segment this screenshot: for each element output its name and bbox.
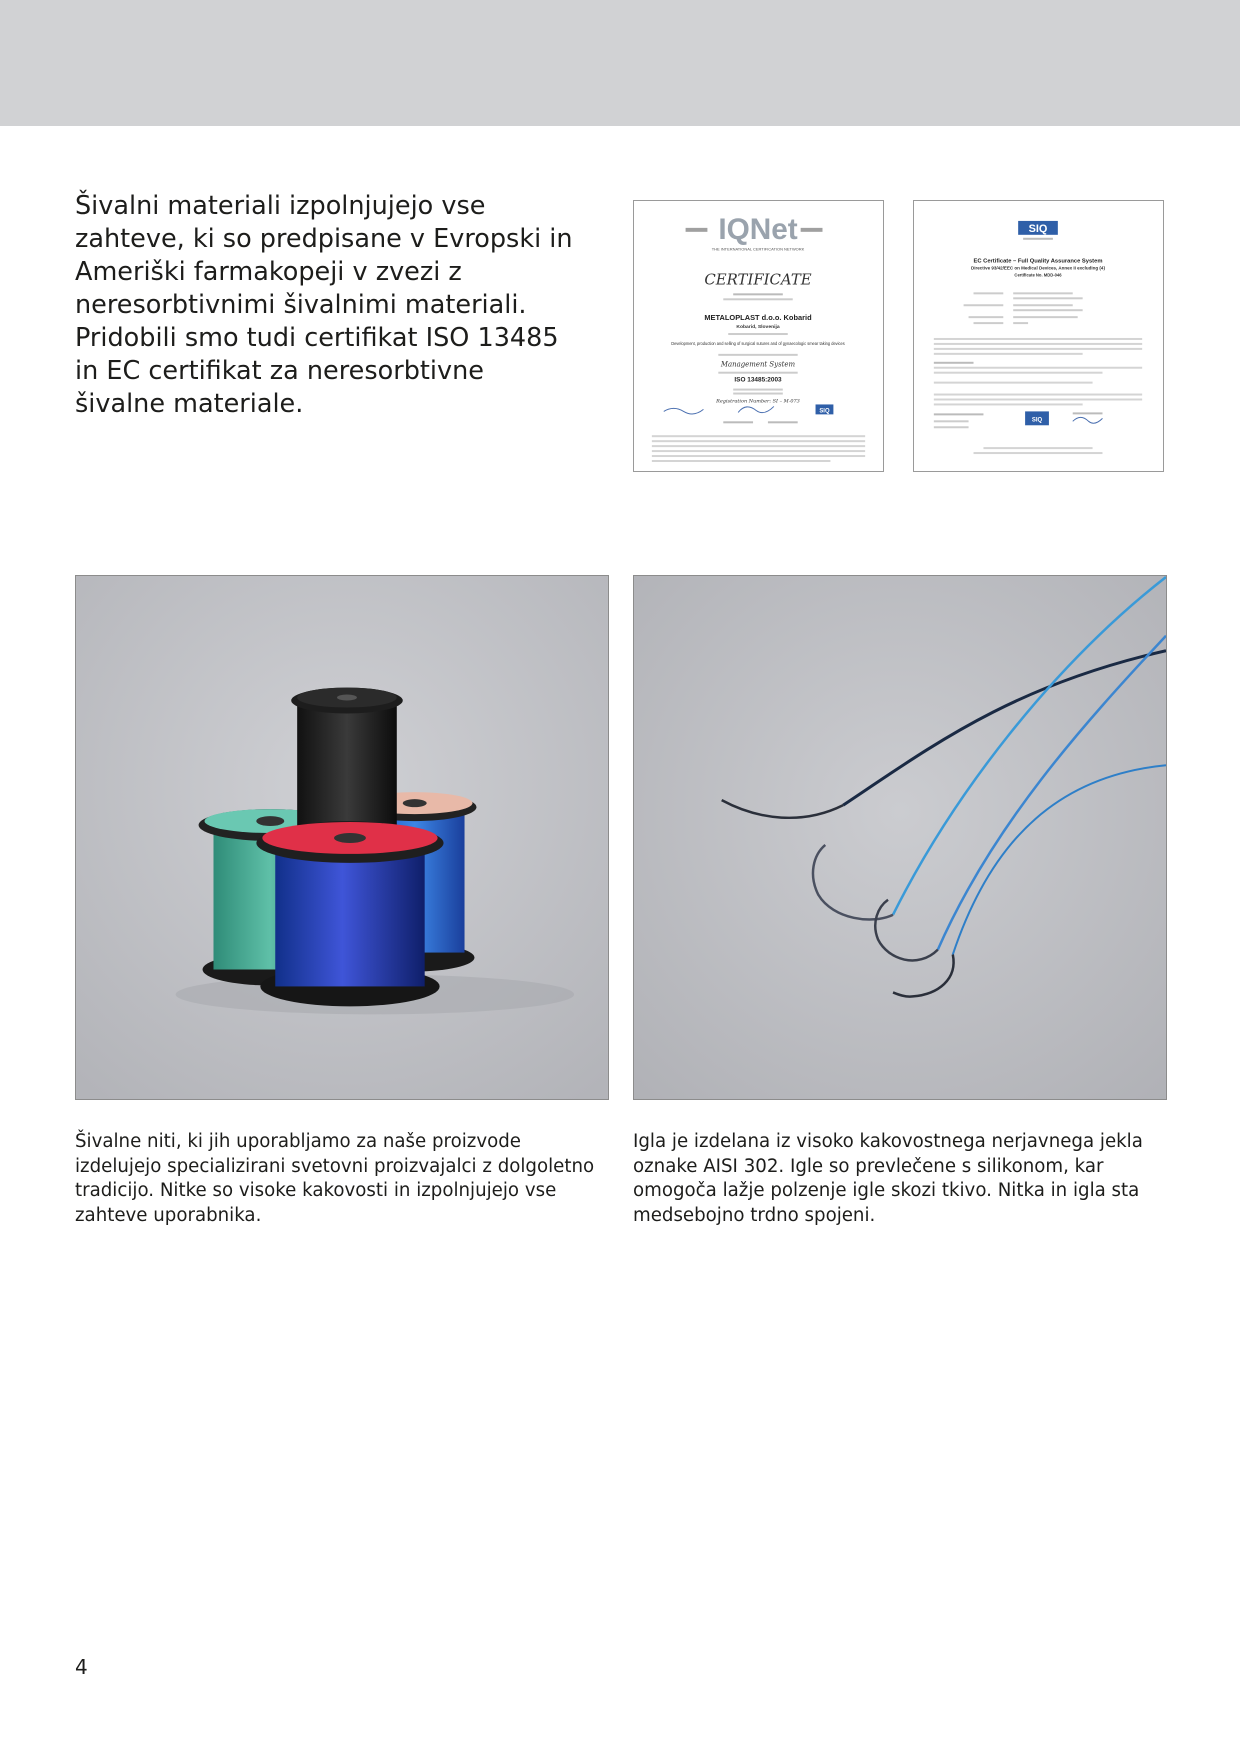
siq-certificate-image [913,200,1164,472]
iqnet-scope: Development, production and selling of surgical sutures and of gynaecologic smear taking devices [671,340,845,346]
iqnet-system: Management System [720,360,796,369]
top-band [0,0,1240,126]
intro-paragraph: Šivalni materiali izpolnjujejo vse zahteve, ki so predpisane v Evropski in Ameriški farmakopeji v zvezi z neresorbtivnimi šivalnimi materiali. Pridobili smo tudi certifikat ISO 13485 in EC certifikat za neresorbtivne šivalne materiale. [75,191,573,419]
iqnet-heading: CERTIFICATE [704,270,812,289]
iqnet-standard: ISO 13485:2003 [734,376,782,384]
thread-spools-photo [75,575,609,1100]
siq-seal-text: SIQ [1031,417,1043,424]
spools-caption: Šivalne niti, ki jih uporabljamo za naše proizvode izdelujejo specializirani svetovni proizvajalci z dolgoletno tradicijo. Nitke so visoke kakovosti in izpolnjujejo vse zahteve uporabnika. [75,1131,595,1226]
iqnet-seal-text: SIQ [819,408,830,415]
iqnet-certificate-image [633,200,884,472]
siq-number: Certificate No. MDD-046 [1014,272,1062,278]
iqnet-company: METALOPLAST d.o.o. Kobarid [704,313,812,323]
iqnet-registration: Registration Number: SI – M-073 [716,398,800,405]
needles-caption: Igla je izdelana iz visoko kakovostnega nerjavnega jekla oznake AISI 302. Igle so prevlečene s silikonom, kar omogoča lažje polzenje igle skozi tkivo. Nitka in igla sta medsebojno trdno spojeni. [633,1131,1143,1226]
siq-logo: SIQ [1028,222,1048,235]
iqnet-logo: IQNet [718,212,798,246]
suture-needles-photo [633,575,1167,1100]
iqnet-location: Kobarid, Slovenija [736,325,780,331]
siq-subtitle: Directive 93/42/EEC on Medical Devices, Annex II excluding (4) [971,265,1106,271]
siq-title: EC Certificate – Full Quality Assurance System [973,258,1103,265]
page-number: 4 [75,1655,88,1679]
iqnet-network-line: THE INTERNATIONAL CERTIFICATION NETWORK [711,246,805,252]
